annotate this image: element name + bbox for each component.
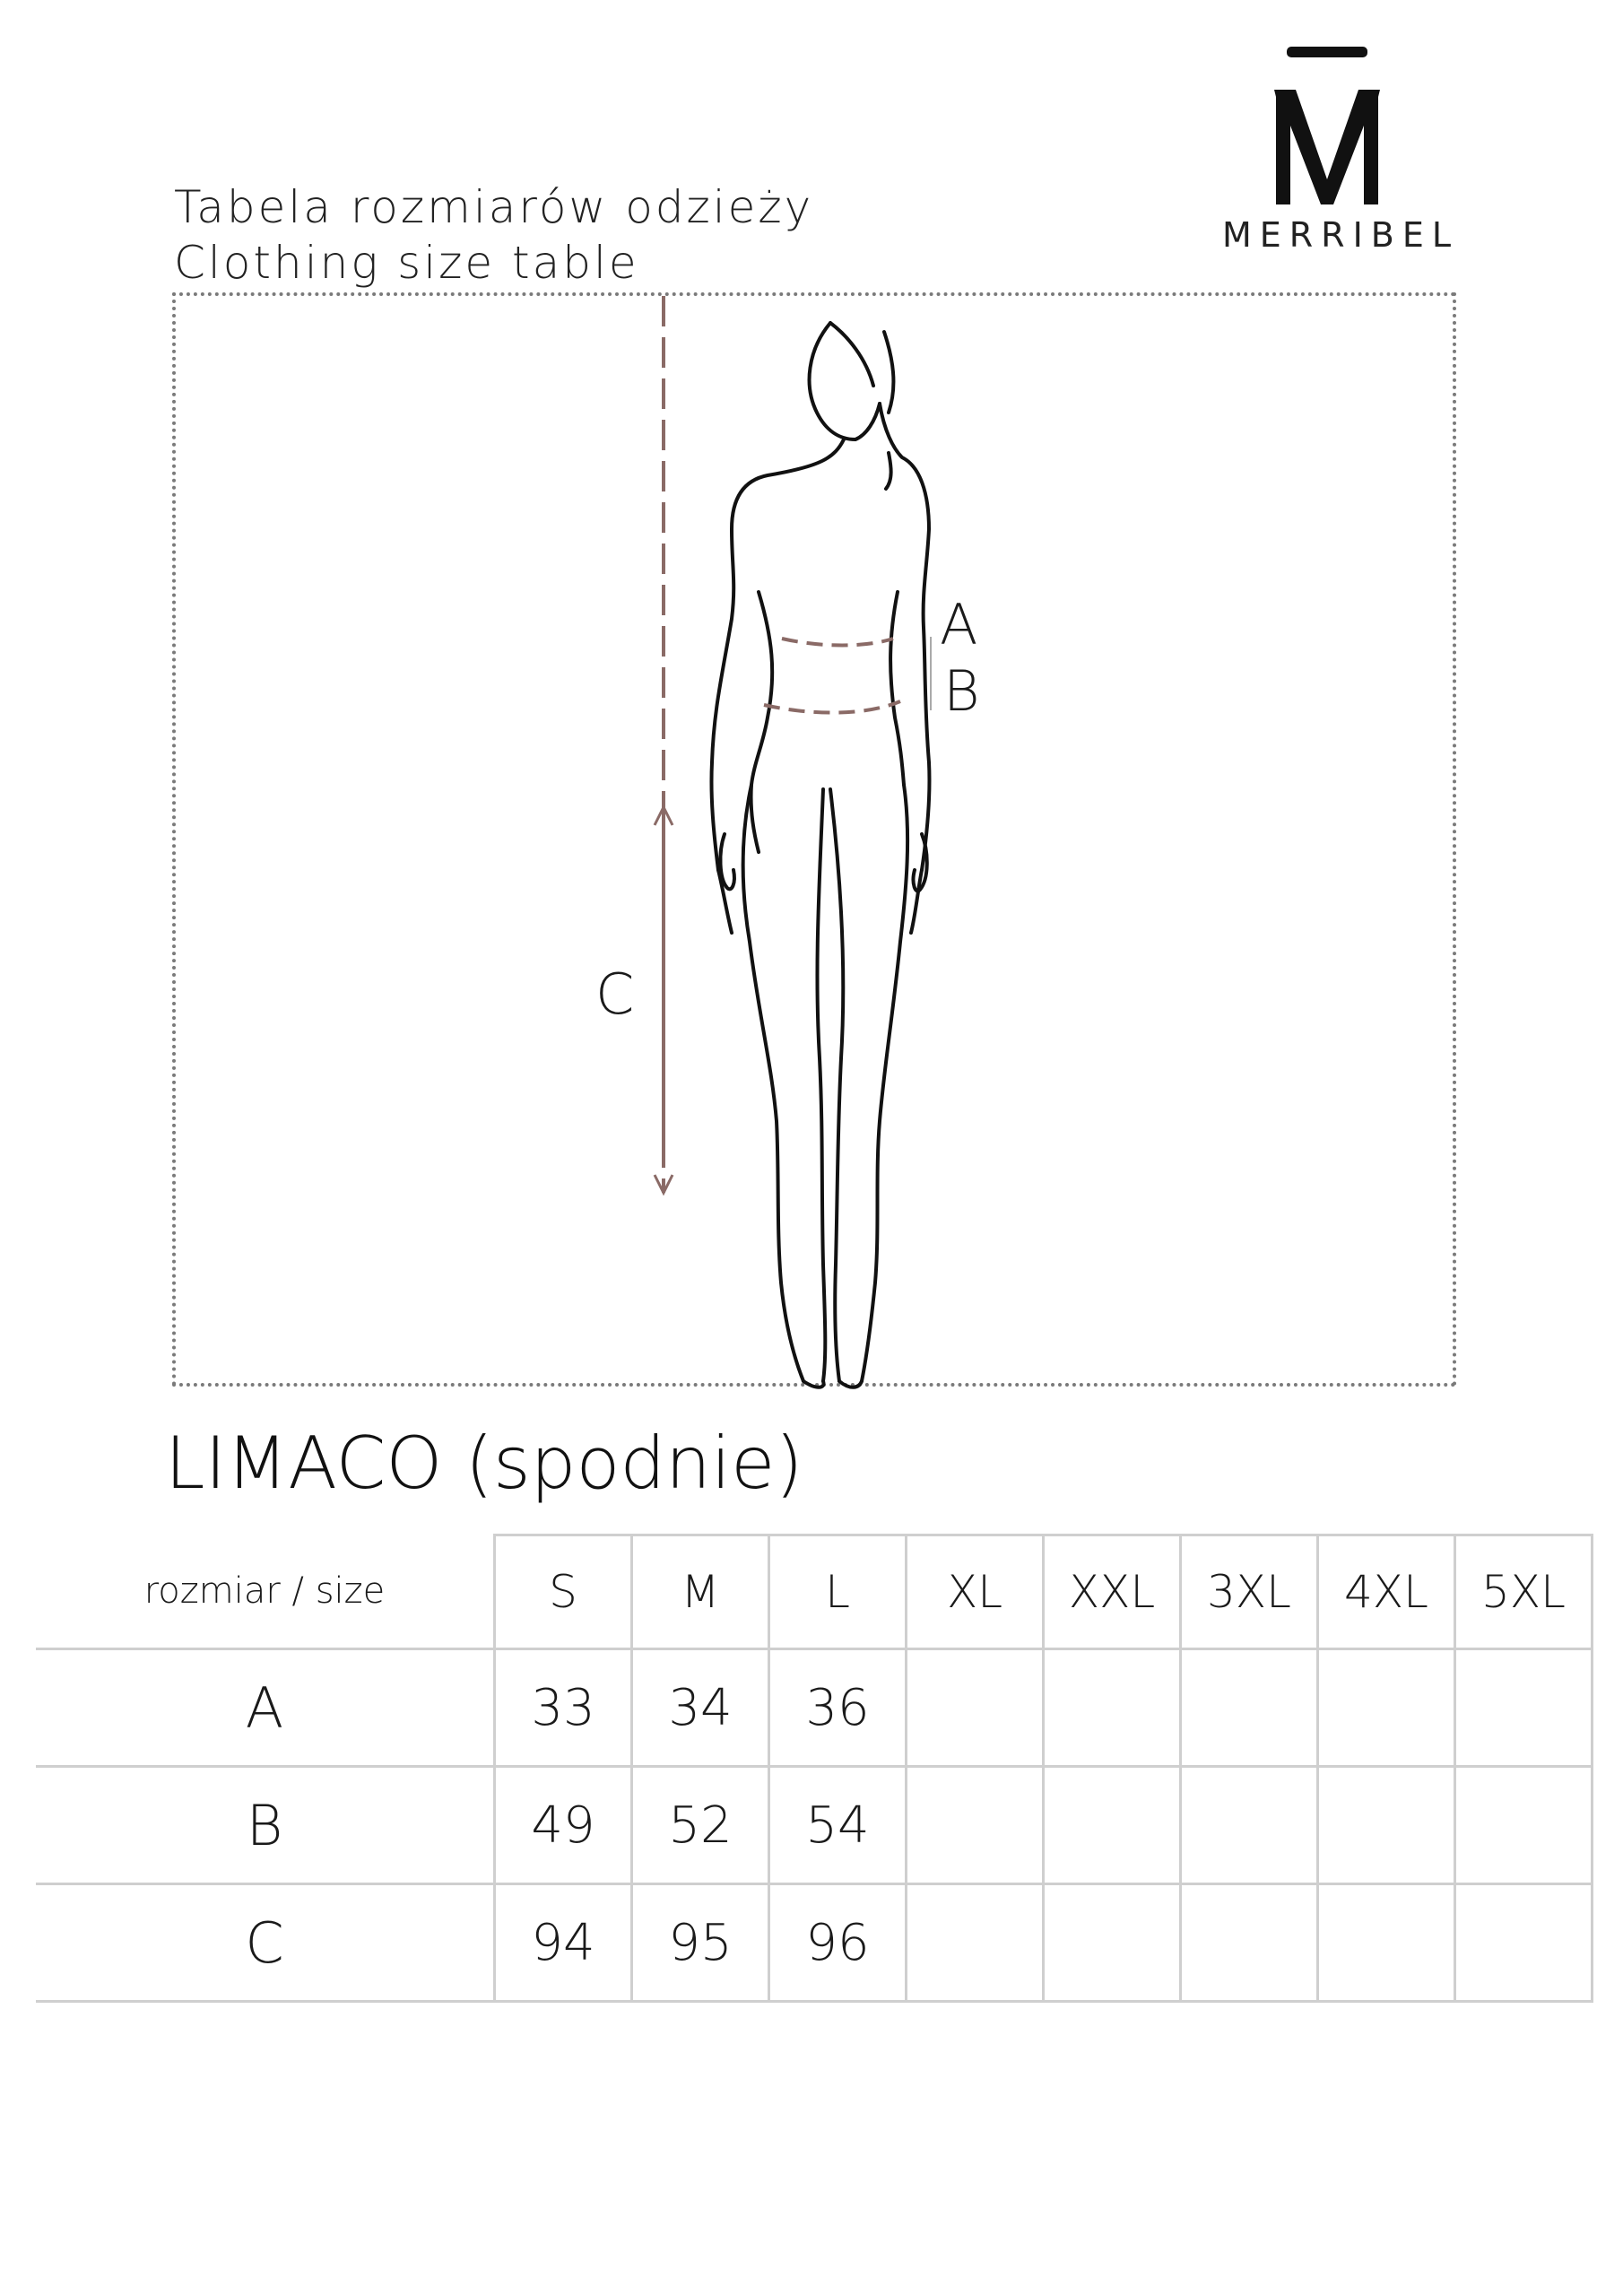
size-header-m: M	[632, 1535, 769, 1649]
table-cell	[1318, 1884, 1455, 2002]
brand-name: MERRIBEL	[1221, 215, 1460, 255]
size-header-label: rozmiar / size	[36, 1535, 495, 1649]
title-polish: Tabela rozmiarów odzieży	[174, 181, 814, 233]
table-cell: 52	[632, 1767, 769, 1884]
figure-frame	[172, 292, 1456, 1387]
body-silhouette-diagram	[176, 296, 1460, 1390]
table-row	[36, 1884, 1593, 2002]
table-cell: 95	[632, 1884, 769, 2002]
size-header-3xl: 3XL	[1181, 1535, 1318, 1649]
size-header-4xl: 4XL	[1318, 1535, 1455, 1649]
table-cell: 94	[495, 1884, 632, 2002]
table-cell: 34	[632, 1649, 769, 1767]
table-cell	[907, 1884, 1044, 2002]
size-header-xl: XL	[907, 1535, 1044, 1649]
table-cell	[1181, 1767, 1318, 1884]
row-label-a: A	[36, 1649, 495, 1767]
table-cell	[1455, 1767, 1593, 1884]
table-cell	[1181, 1884, 1318, 2002]
table-cell	[1455, 1884, 1593, 2002]
measure-label-c: C	[595, 961, 635, 1027]
measure-label-b: B	[943, 658, 980, 724]
measure-line-b	[764, 701, 900, 713]
title-block	[174, 179, 813, 291]
table-row	[36, 1767, 1593, 1884]
size-table-header-row	[36, 1535, 1593, 1649]
measure-line-a	[782, 639, 893, 646]
monogram-icon	[1260, 45, 1421, 206]
measure-label-a: A	[940, 592, 978, 657]
table-cell	[1318, 1649, 1455, 1767]
title-english: Clothing size table	[174, 237, 639, 289]
measurement-guides	[655, 296, 931, 1193]
table-cell: 96	[769, 1884, 907, 2002]
silhouette-outline	[711, 323, 929, 1387]
table-cell: 49	[495, 1767, 632, 1884]
row-label-b: B	[36, 1767, 495, 1884]
table-row	[36, 1649, 1593, 1767]
table-cell	[1044, 1767, 1181, 1884]
table-cell	[1044, 1884, 1181, 2002]
size-header-l: L	[769, 1535, 907, 1649]
table-cell	[1318, 1767, 1455, 1884]
table-cell	[1455, 1649, 1593, 1767]
table-cell	[1181, 1649, 1318, 1767]
brand-logo	[1211, 45, 1471, 269]
size-header-xxl: XXL	[1044, 1535, 1181, 1649]
size-header-s: S	[495, 1535, 632, 1649]
table-cell: 36	[769, 1649, 907, 1767]
table-cell: 54	[769, 1767, 907, 1884]
table-cell: 33	[495, 1649, 632, 1767]
row-label-c: C	[36, 1884, 495, 2002]
size-table	[36, 1534, 1593, 2003]
table-cell	[907, 1649, 1044, 1767]
size-header-5xl: 5XL	[1455, 1535, 1593, 1649]
table-cell	[1044, 1649, 1181, 1767]
product-title: LIMACO (spodnie)	[165, 1422, 803, 1505]
table-cell	[907, 1767, 1044, 1884]
